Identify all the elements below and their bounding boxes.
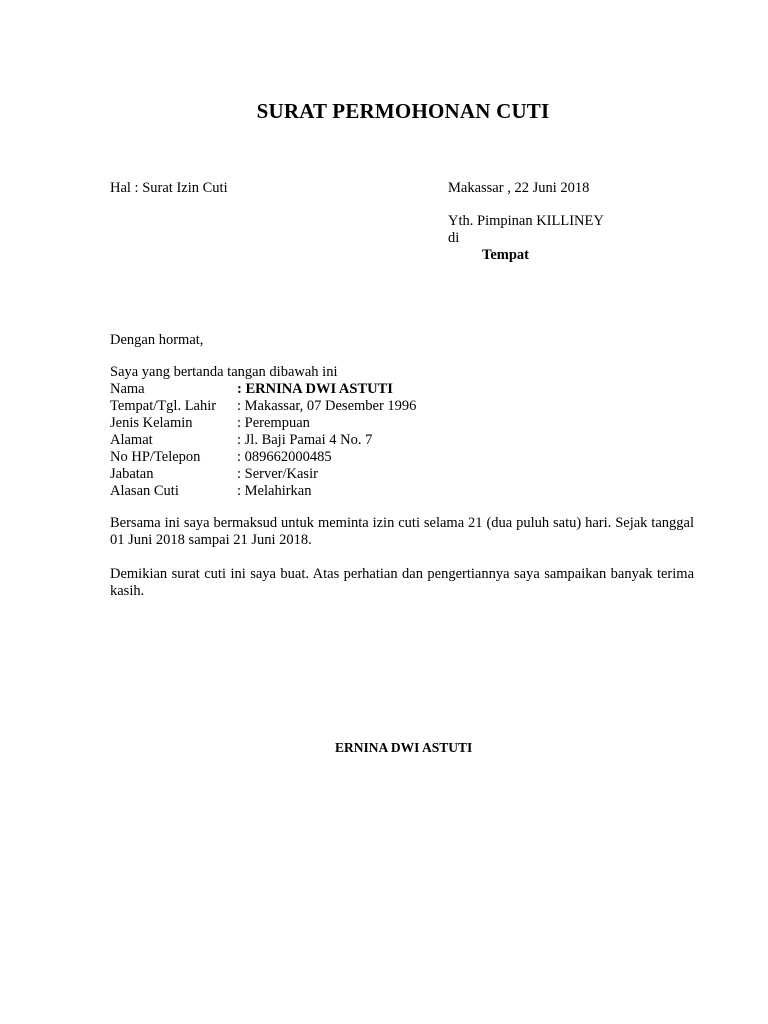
recipient-line-1: Yth. Pimpinan KILLINEY [448, 213, 604, 229]
field-label: Alasan Cuti [110, 483, 179, 499]
field-label: Alamat [110, 432, 153, 448]
field-label: Nama [110, 381, 145, 397]
field-label: Jabatan [110, 466, 154, 482]
field-row-reason [110, 483, 416, 500]
greeting: Dengan hormat, [110, 332, 204, 348]
signer-name: ERNINA DWI ASTUTI [335, 740, 473, 755]
field-value: : Perempuan [237, 415, 310, 431]
field-label: Jenis Kelamin [110, 415, 193, 431]
recipient-line-2: di [448, 230, 460, 246]
field-value: : 089662000485 [237, 449, 332, 465]
field-row-phone [110, 449, 416, 466]
recipient-line-3: Tempat [482, 247, 529, 263]
body-paragraph-2: Demikian surat cuti ini saya buat. Atas perhatian dan pengertiannya saya sampaikan banyak terima kasih. [110, 566, 694, 599]
recipient-block [448, 213, 604, 264]
field-row-gender [110, 415, 416, 432]
field-row-birth [110, 398, 416, 415]
field-value: : ERNINA DWI ASTUTI [237, 381, 393, 397]
field-label: No HP/Telepon [110, 449, 201, 465]
identity-fields [110, 381, 416, 500]
body-paragraph-1: Bersama ini saya bermaksud untuk meminta izin cuti selama 21 (dua puluh satu) hari. Sejak tanggal 01 Juni 2018 sampai 21 Juni 2018. [110, 515, 694, 548]
field-row-address [110, 432, 416, 449]
field-row-nama [110, 381, 416, 398]
field-label: Tempat/Tgl. Lahir [110, 398, 217, 414]
field-row-position [110, 466, 416, 483]
field-value: : Makassar, 07 Desember 1996 [237, 398, 417, 414]
field-value: : Server/Kasir [237, 466, 318, 482]
letter-title: SURAT PERMOHONAN CUTI [256, 99, 550, 123]
letter-subject: Hal : Surat Izin Cuti [110, 180, 228, 196]
field-value: : Jl. Baji Pamai 4 No. 7 [237, 432, 373, 448]
field-value: : Melahirkan [237, 483, 312, 499]
intro-line: Saya yang bertanda tangan dibawah ini [110, 364, 338, 380]
place-date: Makassar , 22 Juni 2018 [448, 180, 590, 196]
